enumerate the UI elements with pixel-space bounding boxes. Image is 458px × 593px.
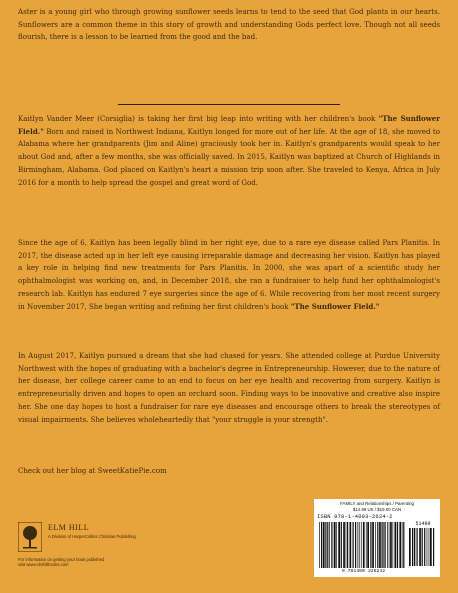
publisher-subtitle: A Division of HarperCollins Christian Publishing xyxy=(48,534,136,539)
barcode-bar xyxy=(419,528,421,566)
barcode-bar xyxy=(370,522,371,568)
barcode-bar xyxy=(327,522,328,568)
barcode-bar xyxy=(395,522,397,568)
barcode-bar xyxy=(319,522,320,568)
book-title: "The Sunflower Field." xyxy=(290,301,380,311)
bio-p2-body: Since the age of 6, Kaitlyn has been legally blind in her right eye, due to a rare eye disease called Pars Planitis. In 2017, the disease acted up in her left eye causing irreparable damage and decreasing her vision. Kaitlyn has played a key role in helping find new treatments for Pars Planitis. In 2000, she was apart of a scientific study her ophthalmologist was working on, and, in December 2018, she ran a fundraiser to help fund her ophthalmologist's research lab. Kaitlyn has endured 7 eye surgeries since the age of 6. While recovering from her most recent surgery in November 2017, She began writing and refining her first children's book xyxy=(18,238,440,311)
barcode-bar xyxy=(422,528,423,566)
barcode-bar xyxy=(346,522,347,568)
barcode-bar xyxy=(366,522,367,568)
barcode-bar xyxy=(417,528,418,566)
barcode-bar xyxy=(329,522,330,568)
bio-paragraph-3: In August 2017, Kaitlyn pursued a dream that she had chased for years. She attended college at Purdue University Northwest with the hopes of graduating with a bachelor's degree in Entrepreneurship. However, due to the nature of her disease, her college career came to an end to focus on her eye health and recovering from surgery. Kaitlyn is entrepreneurially driven and hopes to open an orchard soon. Finding ways to be innovative and creative also inspire her. She one day hopes to host a fundraiser for rare eye diseases and encourage others to break the stereotypes of visual impairments. She believes wholeheartedly that "your struggle is your strength". xyxy=(18,351,440,424)
barcode-addon-bars xyxy=(409,528,437,566)
bio-p1-body: Born and raised in Northwest Indiana, Kaitlyn longed for more out of her life. At the age of 18, she moved to Alabama where her grandparents (Jim and Aline) graciously took her in. Kaitlyn's grandparents would speak to her about God and, after a few months, she was officially saved. In 2015, Kaitlyn was baptized at Church of Highlands in Birmingham, Alabama. God placed on Kaitlyn's heart a mission trip soon after. She traveled to Kenya, Africa in July 2016 for a month to help spread the gospel and great word of God. xyxy=(18,126,440,187)
barcode-bar xyxy=(385,522,386,568)
barcode-box xyxy=(314,499,440,577)
barcode-bar xyxy=(402,522,403,568)
book-category: FAMILY and Relationships / Parenting xyxy=(340,501,414,506)
barcode-bar xyxy=(393,522,394,568)
barcode-bar xyxy=(358,522,359,568)
publisher-name: ELM HILL xyxy=(48,523,90,532)
book-blurb: Aster is a young girl who through growing sunflower seeds learns to tend to the seed that God plants in our hearts. Sunflowers are a common theme in this story of growth and understanding Gods perfect love. Though not all seeds flourish, there is a lesson to be learned from the good and the bad. xyxy=(18,7,440,42)
barcode-bar xyxy=(363,522,365,568)
barcode-bar xyxy=(321,522,322,568)
barcode-bar xyxy=(433,528,434,566)
elm-tree-icon xyxy=(18,522,42,552)
barcode-bar xyxy=(353,522,354,568)
barcode-bar xyxy=(372,522,374,568)
barcode-bar xyxy=(331,522,332,568)
bio-paragraph-2 xyxy=(18,237,440,313)
barcode-bar xyxy=(412,528,413,566)
barcode-bar xyxy=(390,522,392,568)
publisher-logo xyxy=(18,520,188,580)
barcode-bar xyxy=(409,528,411,566)
barcode-bar xyxy=(367,522,369,568)
book-price: $14.99 US / $19.00 CAN xyxy=(352,507,402,512)
barcode-bar xyxy=(430,528,432,566)
barcode-bar xyxy=(397,522,398,568)
publisher-info-line-2: visit www.elmhillbooks.com xyxy=(18,562,69,568)
barcode-bar xyxy=(389,522,390,568)
barcode-addon-number: 51499 xyxy=(415,521,431,527)
barcode-bar xyxy=(323,522,325,568)
barcode-bar xyxy=(341,522,342,568)
bio-p1-intro: Kaitlyn Vander Meer (Corsiglia) is taking her first big leap into writing with her children's book xyxy=(18,114,379,123)
divider-rule xyxy=(118,104,340,105)
publisher-info xyxy=(18,557,168,567)
barcode-bar xyxy=(336,522,337,568)
publisher-info-line-1: For information on getting your book published xyxy=(18,557,105,562)
barcode-bars xyxy=(319,522,407,568)
barcode-bar xyxy=(359,522,360,568)
barcode-bar xyxy=(414,528,415,566)
book-title: "The Sunflower Field." xyxy=(18,114,440,136)
barcode-bar xyxy=(379,522,381,568)
barcode-bar xyxy=(375,522,376,568)
barcode-bar xyxy=(350,522,352,568)
barcode-bar xyxy=(343,522,345,568)
barcode-bar xyxy=(387,522,388,568)
barcode-bar xyxy=(334,522,336,568)
blog-link-text: Check out her blog at SweetKatiePie.com xyxy=(18,466,167,475)
barcode-bar xyxy=(399,522,401,568)
bio-paragraph-1 xyxy=(18,113,440,189)
isbn-label: ISBN 978-1-4003-2624-2 xyxy=(317,514,393,520)
barcode-bar xyxy=(429,528,430,566)
barcode-bar xyxy=(347,522,348,568)
barcode-bar xyxy=(361,522,362,568)
barcode-bar xyxy=(338,522,340,568)
barcode-bar xyxy=(333,522,334,568)
barcode-bar xyxy=(416,528,417,566)
barcode-number: 9 781400 326242 xyxy=(341,569,386,574)
barcode-bar xyxy=(424,528,425,566)
barcode-bar xyxy=(427,528,428,566)
barcode-bar xyxy=(382,522,383,568)
barcode-bar xyxy=(325,522,326,568)
barcode-bar xyxy=(377,522,378,568)
barcode-bar xyxy=(355,522,356,568)
barcode-bar xyxy=(383,522,384,568)
barcode-bar xyxy=(403,522,404,568)
